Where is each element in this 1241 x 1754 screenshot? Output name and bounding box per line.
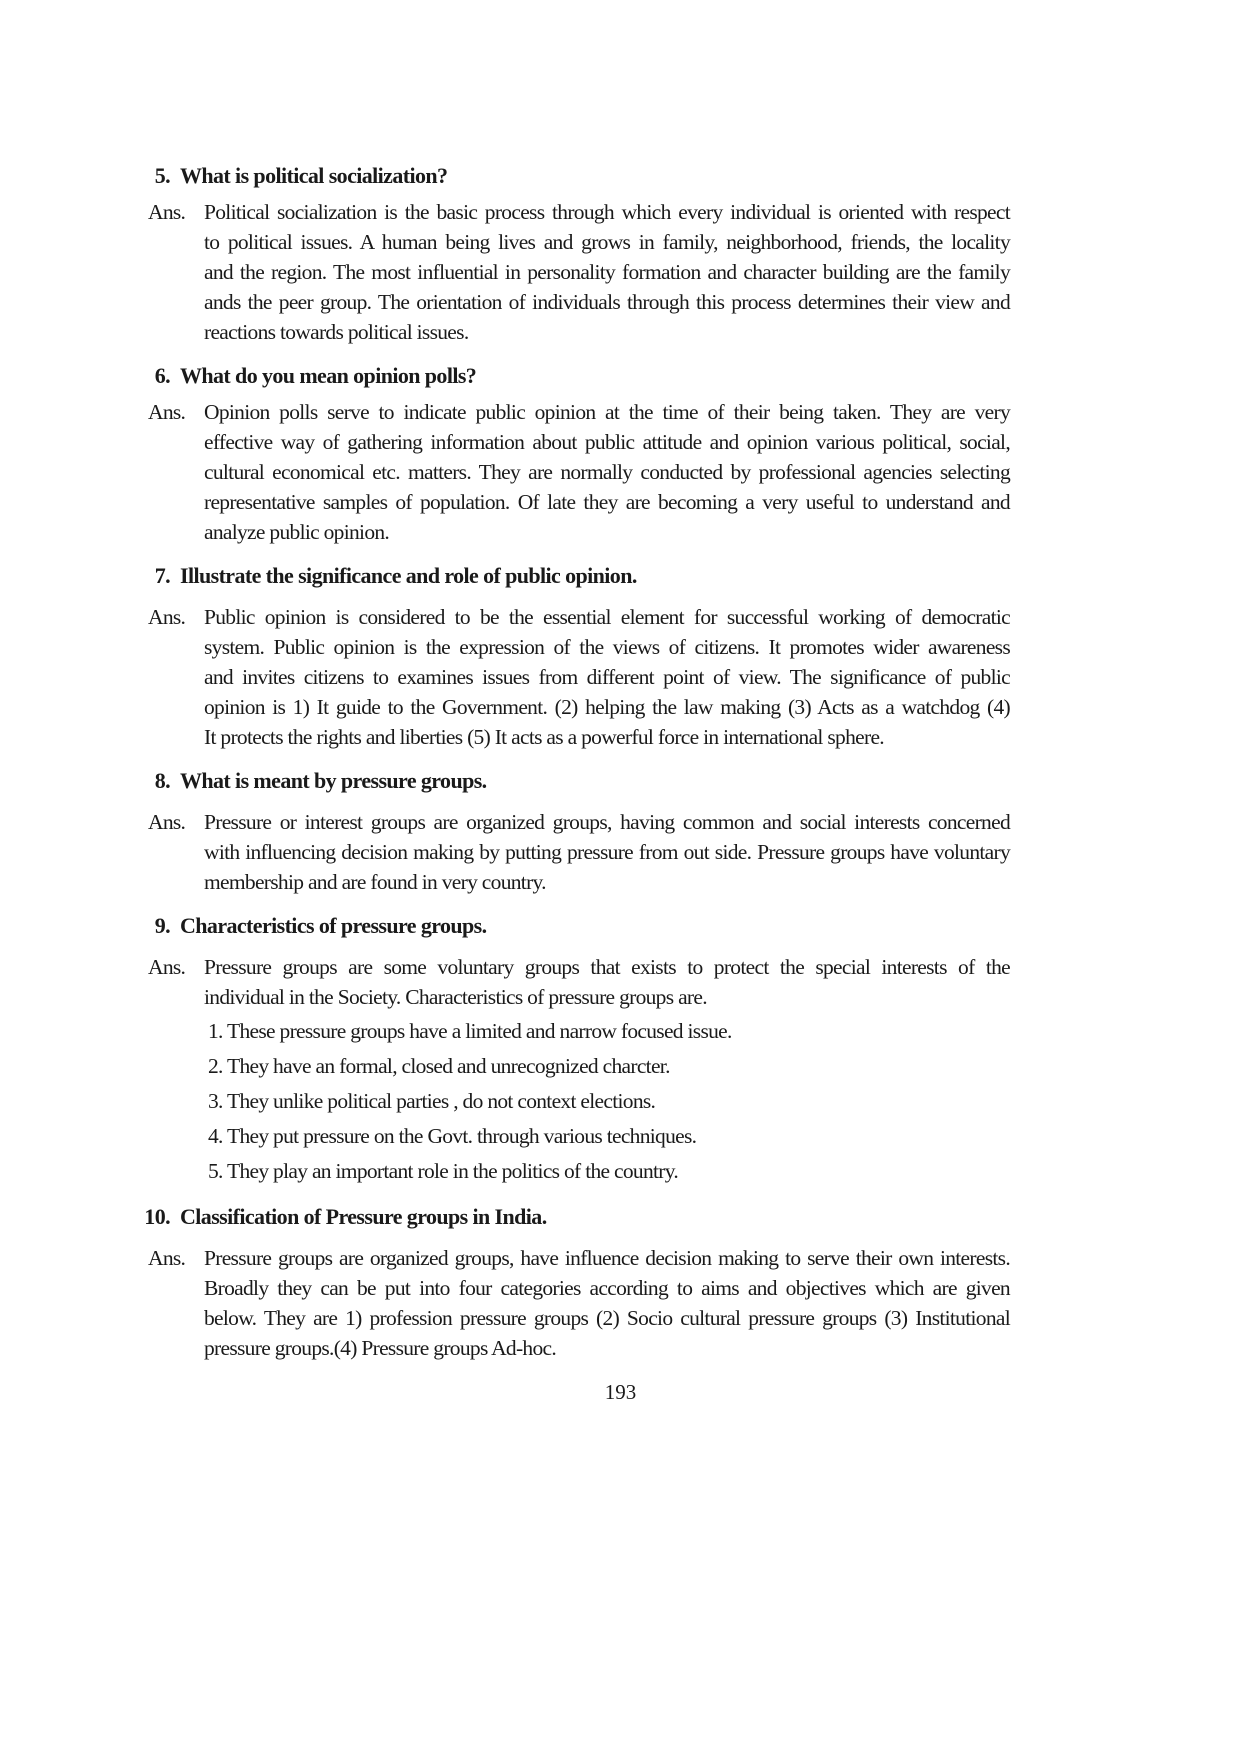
answer-line: opinion is 1) It guide to the Government. (2) helping the law making (3) Acts as a watchdog (4)	[204, 695, 1010, 719]
question-number: 10.	[144, 1204, 170, 1229]
answer-label: Ans.	[148, 1246, 186, 1270]
question-7-heading	[150, 563, 637, 589]
answer-line: Pressure groups are organized groups, have influence decision making to serve their own interests.	[204, 1246, 1010, 1270]
answer-line: individual in the Society. Characteristics of pressure groups are.	[204, 985, 707, 1009]
answer-10	[130, 1243, 1010, 1363]
answer-line: It protects the rights and liberties (5) It acts as a powerful force in international sphere.	[204, 725, 884, 749]
answer-line: representative samples of population. Of late they are becoming a very useful to understand and	[204, 490, 1010, 514]
answer-line: and invites citizens to examines issues from different point of view. The significance of public	[204, 665, 1010, 689]
question-6-heading	[150, 363, 476, 389]
answer-line: Opinion polls serve to indicate public opinion at the time of their being taken. They are very	[204, 400, 1010, 424]
page-number: 193	[604, 1380, 637, 1404]
answer-7	[130, 602, 1010, 752]
answer-line: Broadly they can be put into four categories according to aims and objectives which are given	[204, 1276, 1010, 1300]
question-10-heading	[144, 1204, 547, 1230]
list-item: 2. They have an formal, closed and unrecognized charcter.	[208, 1054, 670, 1078]
answer-line: Pressure groups are some voluntary groups that exists to protect the special interests of the	[204, 955, 1010, 979]
list-item: 3. They unlike political parties , do not context elections.	[208, 1089, 656, 1113]
list-item: 1. These pressure groups have a limited and narrow focused issue.	[208, 1019, 732, 1043]
answer-label: Ans.	[148, 605, 186, 629]
answer-label: Ans.	[148, 955, 186, 979]
answer-9	[130, 952, 1010, 1012]
question-8-heading	[150, 768, 487, 794]
answer-line: with influencing decision making by putting pressure from out side. Pressure groups have voluntary	[204, 840, 1010, 864]
answer-line: ands the peer group. The orientation of individuals through this process determines their view and	[204, 290, 1010, 314]
question-number: 8.	[154, 768, 170, 793]
answer-label: Ans.	[148, 400, 186, 424]
answer-line: membership and are found in very country.	[204, 870, 546, 894]
question-number: 9.	[154, 913, 170, 938]
answer-5	[130, 197, 1010, 347]
question-text: Characteristics of pressure groups.	[180, 913, 487, 938]
question-number: 6.	[154, 363, 170, 388]
answer-line: to political issues. A human being lives and grows in family, neighborhood, friends, the locality	[204, 230, 1010, 254]
answer-line: Political socialization is the basic process through which every individual is oriented with respect	[204, 200, 1010, 224]
question-number: 7.	[154, 563, 170, 588]
question-text: Classification of Pressure groups in India.	[180, 1204, 547, 1229]
answer-line: Public opinion is considered to be the essential element for successful working of democratic	[204, 605, 1010, 629]
question-9-heading	[150, 913, 487, 939]
answer-line: and the region. The most influential in personality formation and character building are the family	[204, 260, 1010, 284]
list-item: 5. They play an important role in the politics of the country.	[208, 1159, 679, 1183]
answer-line: system. Public opinion is the expression of the views of citizens. It promotes wider awareness	[204, 635, 1010, 659]
answer-line: pressure groups.(4) Pressure groups Ad-hoc.	[204, 1336, 557, 1360]
answer-line: reactions towards political issues.	[204, 320, 469, 344]
question-text: Illustrate the significance and role of public opinion.	[180, 563, 637, 588]
list-item: 4. They put pressure on the Govt. through various techniques.	[208, 1124, 697, 1148]
answer-line: analyze public opinion.	[204, 520, 390, 544]
answer-label: Ans.	[148, 200, 186, 224]
answer-line: below. They are 1) profession pressure groups (2) Socio cultural pressure groups (3) Institutional	[204, 1306, 1010, 1330]
characteristics-list	[208, 1014, 732, 1189]
answer-line: cultural economical etc. matters. They are normally conducted by professional agencies selecting	[204, 460, 1010, 484]
answer-line: Pressure or interest groups are organized groups, having common and social interests concerned	[204, 810, 1010, 834]
question-text: What is meant by pressure groups.	[180, 768, 487, 793]
answer-8	[130, 807, 1010, 897]
question-text: What is political socialization?	[180, 163, 448, 188]
question-5-heading	[150, 163, 447, 189]
answer-6	[130, 397, 1010, 547]
answer-line: effective way of gathering information about public attitude and opinion various political, social,	[204, 430, 1010, 454]
question-number: 5.	[154, 163, 170, 188]
answer-label: Ans.	[148, 810, 186, 834]
question-text: What do you mean opinion polls?	[180, 363, 477, 388]
